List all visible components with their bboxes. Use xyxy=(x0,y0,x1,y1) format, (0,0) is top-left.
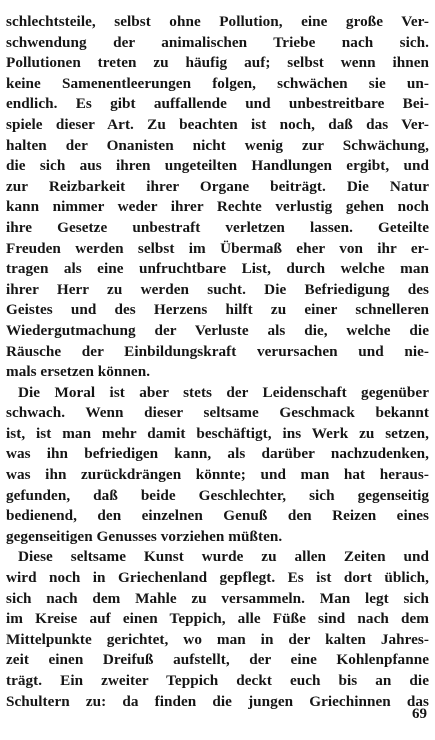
text-line: kann nimmer weder ihrer Rechte verlustig gehen noch xyxy=(6,198,429,216)
text-line: ihre Gesetze unbestraft verletzen lassen. Geteilte xyxy=(6,218,429,236)
text-line: zeit einen Dreifuß aufstellt, der eine Kohlenpfanne xyxy=(6,651,429,669)
text-line: die sich aus ihren ungeteilten Handlungen ergibt, und xyxy=(6,157,429,175)
text-line: tragen als eine unfruchtbare List, durch welche man xyxy=(6,260,429,278)
text-line: wird noch in Griechenland gepflegt. Es ist dort üblich, xyxy=(6,569,429,587)
text-line: keine Samenentleerungen folgen, schwächen sie un- xyxy=(6,74,429,92)
text-line: Schultern zu: da finden die jungen Griechinnen das xyxy=(6,692,429,710)
text-line: Freuden werden selbst im Übermaß eher von ihr er- xyxy=(6,239,429,257)
text-line: ist, ist man mehr damit beschäftigt, ins Werk zu setzen, xyxy=(6,424,429,442)
text-line: ihrer Herr zu werden sucht. Die Befriedigung des xyxy=(6,280,429,298)
text-line: halten der Onanisten nicht wenig zur Schwächung, xyxy=(6,136,429,154)
text-line: sich nach dem Mahle zu versammeln. Man legt sich xyxy=(6,589,429,607)
text-line: Wiedergutmachung der Verluste als die, welche die xyxy=(6,321,429,339)
text-line: mals ersetzen können. xyxy=(6,363,151,381)
text-line: schlechtsteile, selbst ohne Pollution, eine große Ver- xyxy=(6,13,429,30)
text-line: trägt. Ein zweiter Teppich deckt euch bis an die xyxy=(6,672,429,689)
text-line: im Kreise auf einen Teppich, alle Füße sind nach dem xyxy=(6,610,429,628)
text-line: schwendung der animalischen Triebe nach sich. xyxy=(6,33,429,51)
text-line: endlich. Es gibt auffallende und unbestreitbare Bei- xyxy=(6,95,429,113)
text-line: gefunden, daß beide Geschlechter, sich gegenseitig xyxy=(6,486,429,504)
text-line: spiele dieser Art. Zu beachten ist noch, daß das Ver- xyxy=(6,115,429,133)
text-line: Mittelpunkte gerichtet, wo man in der kalten Jahres- xyxy=(6,630,429,648)
text-line: was ihn befriedigen kann, als darüber nachzudenken, xyxy=(6,445,429,463)
text-line: Pollutionen treten zu häufig auf; selbst wenn ihnen xyxy=(6,54,429,72)
text-line: was ihn zurückdrängen könnte; und man hat heraus- xyxy=(6,466,429,484)
text-line: gegenseitigen Genusses vorziehen müßten. xyxy=(6,527,283,545)
text-line: Die Moral ist aber stets der Leidenschaft gegenüber xyxy=(18,383,429,401)
page-number: 69 xyxy=(412,706,427,722)
text-line: Diese seltsame Kunst wurde zu allen Zeiten und xyxy=(18,548,429,566)
text-line: Geistes und des Herzens hilft zu einer schnelleren xyxy=(6,301,429,319)
text-line: Räusche der Einbildungskraft verursachen und nie- xyxy=(6,342,429,360)
text-line: zur Reizbarkeit ihrer Organe beiträgt. Die Natur xyxy=(6,177,429,195)
body-text xyxy=(6,12,429,712)
text-line: schwach. Wenn dieser seltsame Geschmack bekannt xyxy=(6,404,429,422)
text-line: bedienend, den einzelnen Genuß den Reizen eines xyxy=(6,507,429,525)
